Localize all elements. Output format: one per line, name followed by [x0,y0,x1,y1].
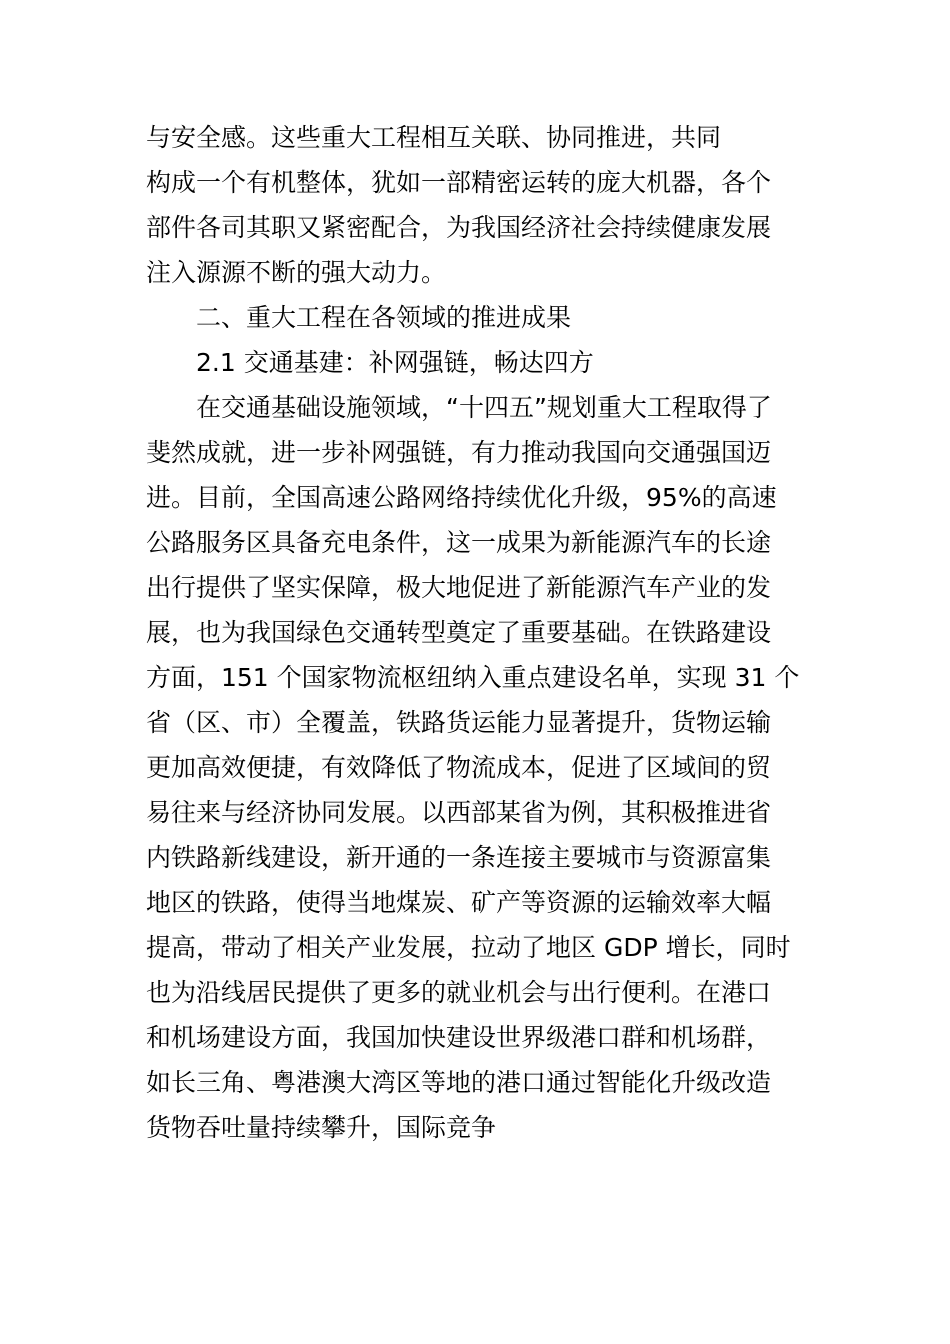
text-line: 斐然成就，进一步补网强链，有力推动我国向交通强国迈 [146,438,772,467]
text-line: 和机场建设方面，我国加快建设世界级港口群和机场群， [146,1023,772,1052]
text-line: 部件各司其职又紧密配合，为我国经济社会持续健康发展 [146,213,772,242]
text-line: 省（区、市）全覆盖，铁路货运能力显著提升，货物运输 [146,708,772,737]
text-line: 与安全感。这些重大工程相互关联、协同推进，共同 [146,123,722,152]
text-line: 内铁路新线建设，新开通的一条连接主要城市与资源富集 [146,843,772,872]
section-heading: 二、重大工程在各领域的推进成果 [196,303,572,332]
text-line: 公路服务区具备充电条件，这一成果为新能源汽车的长途 [146,528,772,557]
text-line: 注入源源不断的强大动力。 [146,258,447,287]
text-line: 货物吞吐量持续攀升，国际竞争 [146,1113,497,1142]
text-line: 出行提供了坚实保障，极大地促进了新能源汽车产业的发 [146,573,772,602]
text-line: 展，也为我国绿色交通转型奠定了重要基础。在铁路建设 [146,618,772,647]
text-line: 提高，带动了相关产业发展，拉动了地区 GDP 增长，同时 [146,933,791,962]
text-line: 构成一个有机整体，犹如一部精密运转的庞大机器，各个 [146,168,772,197]
text-line: 方面，151 个国家物流枢纽纳入重点建设名单，实现 31 个 [146,663,800,692]
text-line: 易往来与经济协同发展。以西部某省为例，其积极推进省 [146,798,772,827]
text-line: 进。目前，全国高速公路网络持续优化升级，95%的高速 [146,483,777,512]
text-line: 地区的铁路，使得当地煤炭、矿产等资源的运输效率大幅 [146,888,772,917]
text-line: 如长三角、粤港澳大湾区等地的港口通过智能化升级改造 [146,1068,772,1097]
text-line: 更加高效便捷，有效降低了物流成本，促进了区域间的贸 [146,753,772,782]
text-line: 在交通基础设施领域，“十四五”规划重大工程取得了 [196,393,772,422]
subsection-heading: 2.1 交通基建：补网强链，畅达四方 [196,348,594,377]
text-line: 也为沿线居民提供了更多的就业机会与出行便利。在港口 [146,978,772,1007]
